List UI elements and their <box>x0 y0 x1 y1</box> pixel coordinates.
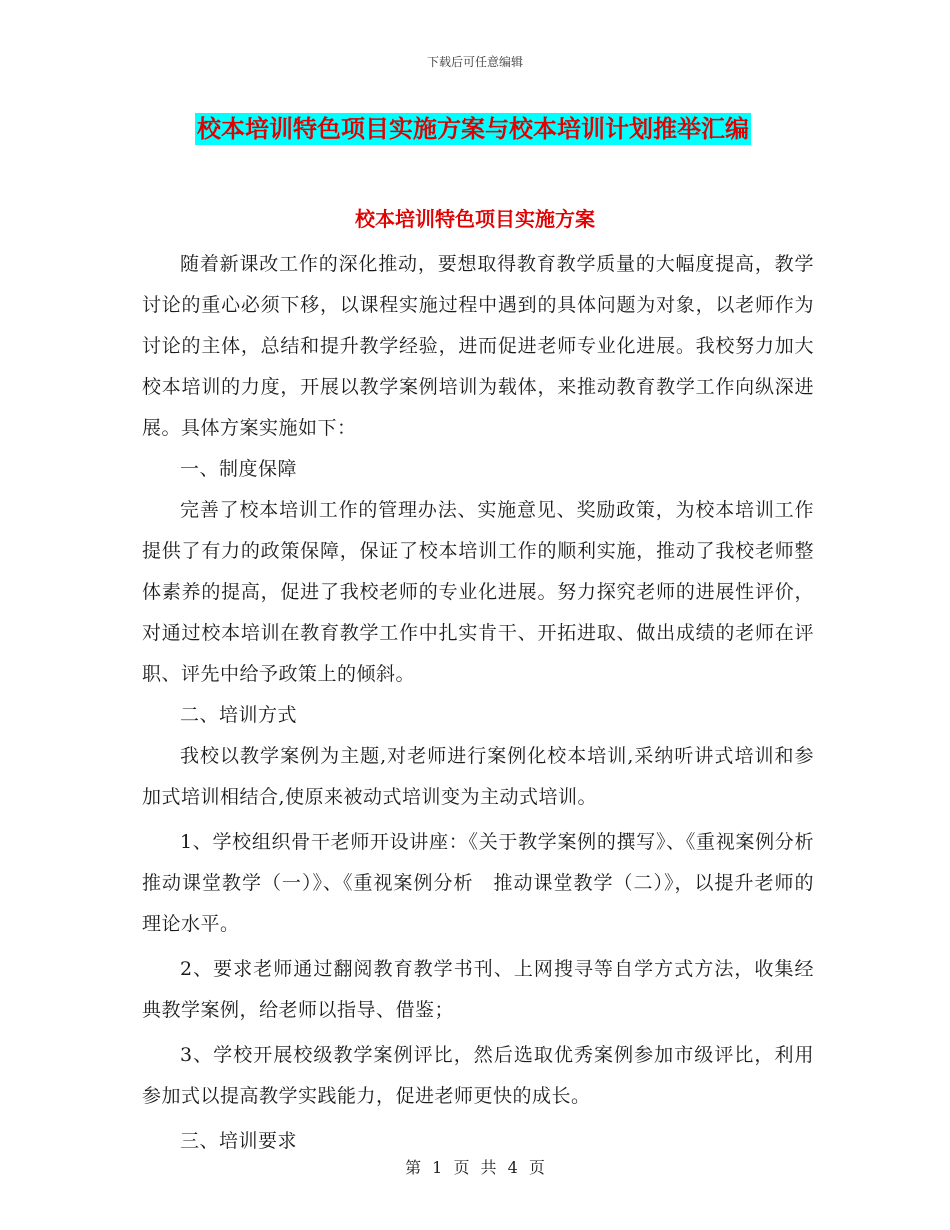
section-title: 校本培训特色项目实施方案 <box>355 207 595 231</box>
heading-system-guarantee: 一、制度保障 <box>180 458 298 480</box>
heading-training-requirements: 三、培训要求 <box>180 1130 298 1152</box>
document-body <box>142 244 834 1162</box>
system-guarantee-paragraph: 完善了校本培训工作的管理办法、实施意见、奖励政策，为校本培训工作提供了有力的政策保障，保证了校本培训工作的顺利实施，推动了我校老师整体素养的提高，促进了我校老师的专业化进展。努力探究老师的进展性评价，对通过校本培训在教育教学工作中扎实肯干、开拓进取、做出成绩的老师在评职、评先中给予政策上的倾斜。 <box>142 499 814 685</box>
heading-training-method: 二、培训方式 <box>180 704 298 726</box>
intro-paragraph: 随着新课改工作的深化推动，要想取得教育教学质量的大幅度提高，教学讨论的重心必须下移，以课程实施过程中遇到的具体问题为对象，以老师作为讨论的主体，总结和提升教学经验，进而促进老师专业化进展。我校努力加大校本培训的力度，开展以教学案例培训为载体，来推动教育教学工作向纵深进展。具体方案实施如下： <box>142 253 814 439</box>
training-method-paragraph: 我校以教学案例为主题,对老师进行案例化校本培训,采纳听讲式培训和参加式培训相结合,使原来被动式培训变为主动式培训。 <box>142 745 814 808</box>
document-title: 校本培训特色项目实施方案与校本培训计划推举汇编 <box>197 115 749 143</box>
list-item-2: 2、要求老师通过翻阅教育教学书刊、上网搜寻等自学方式方法，收集经典教学案例，给老师以指导、借鉴； <box>142 958 814 1021</box>
page-indicator: 第 1 页 共 4 页 <box>405 1158 545 1177</box>
list-item-3: 3、学校开展校级教学案例评比，然后选取优秀案例参加市级评比，利用参加式以提高教学实践能力，促进老师更快的成长。 <box>142 1044 814 1107</box>
header-note: 下载后可任意编辑 <box>426 55 523 69</box>
list-item-1: 1、学校组织骨干老师开设讲座：《关于教学案例的撰写》、《重视案例分析 推动课堂教学（一）》、《重视案例分析 推动课堂教学（二）》，以提升老师的理论水平。 <box>142 831 834 935</box>
